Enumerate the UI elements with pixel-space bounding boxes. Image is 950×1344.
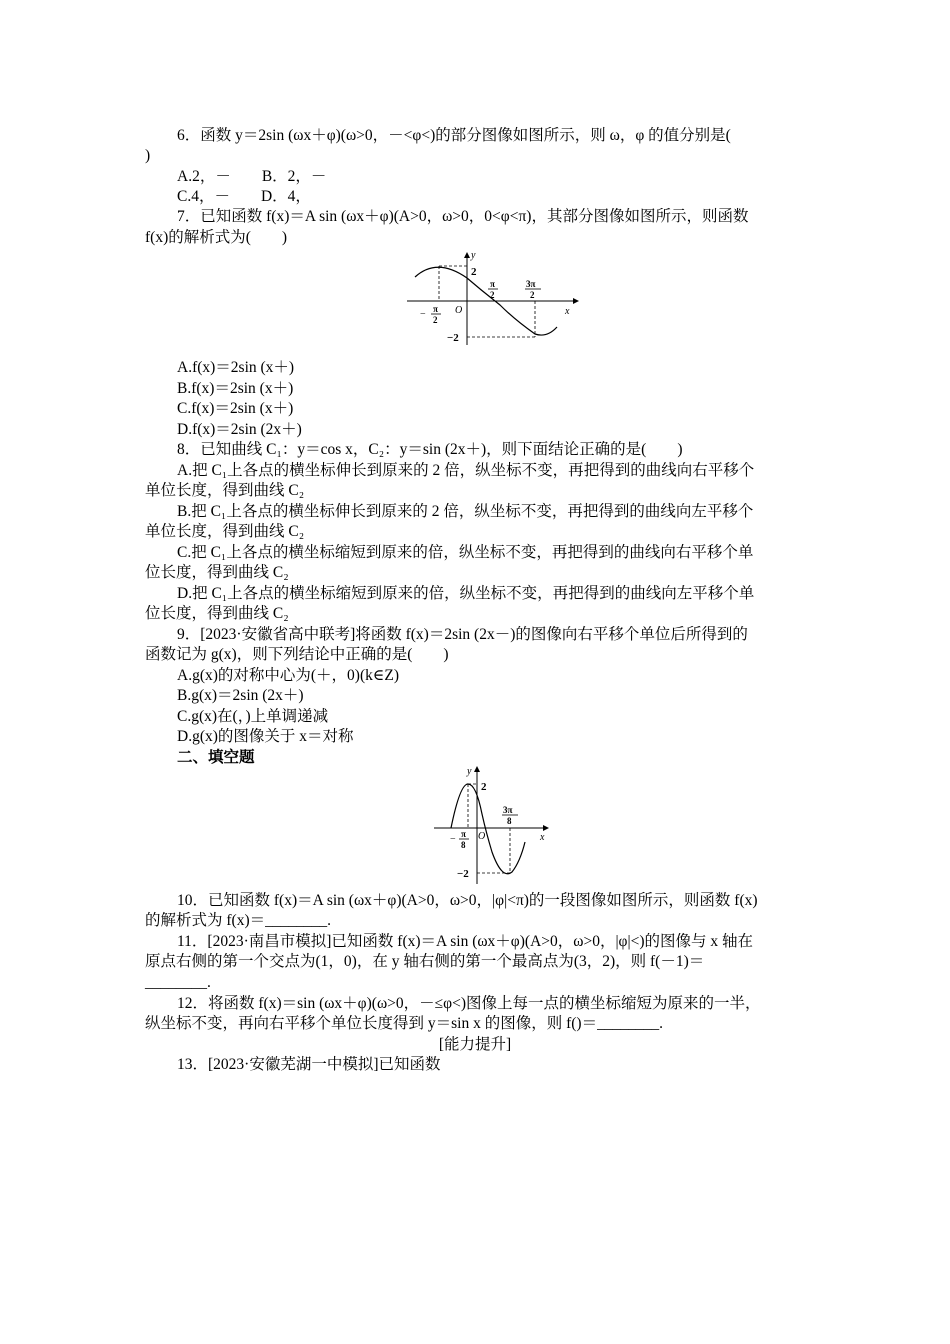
q7-tick-left-num: π [433,304,438,314]
q7-y-axis-arrow [464,252,470,258]
q10-min-label: −2 [457,868,469,880]
q7-option-b: B.f(x)＝2sin (x＋) [177,380,294,397]
q6-options-cd: C.4，－ D．4， [177,188,311,205]
q6-line2: ) [145,147,151,164]
q10-line1: 10．已知函数 f(x)＝A sin (ωx＋φ)(A>0，ω>0，|φ|<π)的一段图像如图所示，则函数 f(x) [177,892,758,909]
q9-line2: 函数记为 g(x)，则下列结论中正确的是( ) [145,646,449,663]
q8-option-b-line2: 单位长度，得到曲线 C₂ [145,523,305,540]
q10-tick-left-den: 8 [461,840,466,850]
q8-option-a-line1: A.把 C₁上各点的横坐标伸长到原来的 2 倍，纵坐标不变，再把得到的曲线向右平移个 [177,462,755,479]
q7-tick-left-minus: − [420,309,426,320]
q12-line2: 纵坐标不变，再向右平移个单位长度得到 y＝sin x 的图像，则 f()＝________. [145,1015,663,1032]
q8-option-b-line1: B.把 C₁上各点的横坐标伸长到原来的 2 倍，纵坐标不变，再把得到的曲线向左平移个 [177,503,754,520]
q9-line1: 9．[2023·安徽省高中联考]将函数 f(x)＝2sin (2x－)的图像向右平移个单位后所得到的 [177,626,748,643]
q10-origin-label: O [478,831,486,842]
q9-option-c: C.g(x)在(，)上单调递减 [177,708,329,725]
q7-line2: f(x)的解析式为( ) [145,229,288,246]
q7-y-label: y [471,250,476,261]
q7-tick-right-num: 3π [526,279,536,289]
q10-sine-graph [430,762,555,888]
q7-max-label: 2 [471,266,477,278]
q8-option-d-line2: 位长度，得到曲线 C₂ [145,605,289,622]
q10-tick-right-num: 3π [503,805,513,815]
q11-line1: 11．[2023·南昌市模拟]已知函数 f(x)＝A sin (ωx＋φ)(A>0，ω>0，|φ|<)的图像与 x 轴在 [177,933,754,950]
q6-line1: 6．函数 y＝2sin (ωx＋φ)(ω>0，－<φ<)的部分图像如图所示，则 ω，φ 的值分别是( [177,127,731,144]
q6-options-ab: A.2，－ B．2，－ [177,168,327,185]
q8-line1: 8．已知曲线 C₁：y＝cos x，C₂：y＝sin (2x＋)，则下面结论正确的是( ) [177,441,683,458]
q8-option-c-line2: 位长度，得到曲线 C₂ [145,564,289,581]
q10-x-axis-arrow [543,825,549,831]
q7-line1: 7．已知函数 f(x)＝A sin (ωx＋φ)(A>0，ω>0，0<φ<π)，其部分图像如图所示，则函数 [177,208,749,225]
q7-min-label: −2 [447,332,459,344]
q7-tick-left-den: 2 [433,315,438,325]
q10-max-label: 2 [481,781,487,793]
q7-option-d: D.f(x)＝2sin (2x＋) [177,421,302,438]
q10-y-axis-arrow [474,766,480,772]
q8-option-d-line1: D.把 C₁上各点的横坐标缩短到原来的倍，纵坐标不变，再把得到的曲线向左平移个单 [177,585,755,602]
q10-x-label: x [540,832,545,843]
q7-x-axis-arrow [573,298,579,304]
q9-option-a: A.g(x)的对称中心为(＋，0)(k∈Z) [177,667,399,684]
q10-tick-left-minus: − [450,834,456,845]
q13-line1: 13．[2023·安徽芜湖一中模拟]已知函数 [177,1056,441,1073]
q7-x-label: x [565,306,570,317]
q7-sine-graph [405,250,585,350]
q7-tick-mid-num: π [490,279,495,289]
q9-option-b: B.g(x)＝2sin (2x＋) [177,687,304,704]
q11-line2: 原点右侧的第一个交点为(1，0)，在 y 轴右侧的第一个最高点为(3，2)，则 f(－1)＝ [145,953,705,970]
q8-option-a-line2: 单位长度，得到曲线 C₂ [145,482,305,499]
q7-tick-right-den: 2 [530,290,535,300]
q9-option-d: D.g(x)的图像关于 x＝对称 [177,728,354,745]
ability-heading: [能力提升] [438,1036,512,1053]
q7-tick-mid-den: 2 [490,290,495,300]
q8-option-c-line1: C.把 C₁上各点的横坐标缩短到原来的倍，纵坐标不变，再把得到的曲线向右平移个单 [177,544,754,561]
q10-tick-right-den: 8 [507,816,512,826]
q7-option-a: A.f(x)＝2sin (x＋) [177,359,295,376]
q10-tick-left-num: π [461,829,466,839]
q7-origin-label: O [455,305,463,316]
q12-line1: 12．将函数 f(x)＝sin (ωx＋φ)(ω>0，－≤φ<)图像上每一点的横坐标缩短为原来的一半， [177,995,761,1012]
section-fill-in-heading: 二、填空题 [177,749,255,766]
q11-line3: ________. [145,974,211,991]
q7-option-c: C.f(x)＝2sin (x＋) [177,400,294,417]
q10-y-label: y [467,766,472,777]
q10-line2: 的解析式为 f(x)＝________. [145,912,331,929]
